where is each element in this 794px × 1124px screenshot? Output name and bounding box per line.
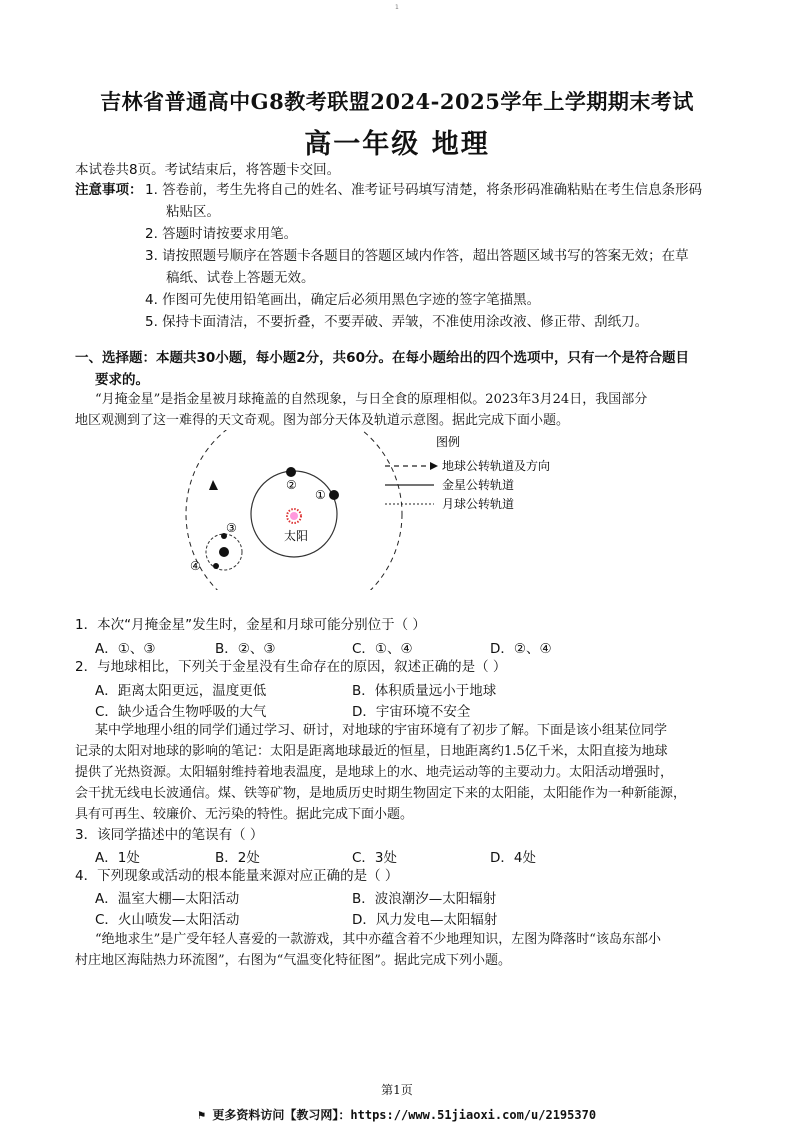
passage2-line: 提供了光热资源。太阳辐射维持着地表温度，是地球上的水、地壳运动等的主要动力。太阳活动增强时， — [75, 765, 674, 780]
q3-option: C．3处 — [352, 850, 398, 866]
q4-option: A．温室大棚—太阳活动 — [95, 891, 240, 907]
exam-title: 吉林省普通高中G8教考联盟2024-2025学年上学期期末考试 — [100, 89, 694, 114]
q2-option: D．宇宙环境不安全 — [352, 704, 471, 720]
footer-link[interactable] — [0, 1106, 794, 1123]
passage2-line: 会干扰无线电长波通信。煤、铁等矿物，是地质历史时期生物固定下来的太阳能，太阳能作为一种新能源， — [75, 786, 687, 801]
q2-option: C．缺少适合生物呼吸的大气 — [95, 704, 267, 720]
marker-4: ④ — [190, 559, 201, 573]
orbit-figure — [180, 430, 580, 590]
section-heading-cont: 要求的。 — [95, 372, 149, 388]
q3-option: B．2处 — [215, 850, 260, 866]
earth-icon — [219, 547, 229, 557]
passage2-line: 记录的太阳对地球的影响的笔记：太阳是距离地球最近的恒星，日地距离约1.5亿千米，太阳直接为地球 — [75, 744, 668, 759]
page-marker: 1 — [395, 4, 399, 11]
legend-title: 图例 — [436, 435, 461, 449]
sun-label: 太阳 — [284, 529, 309, 543]
q3-stem: 3．该同学描述中的笔误有（ ） — [75, 827, 264, 843]
legend-moon-orbit: 月球公转轨道 — [442, 497, 515, 511]
moon-position-4 — [213, 563, 219, 569]
passage3-line: 村庄地区海陆热力环流图”，右图为“气温变化特征图”。据此完成下列小题。 — [75, 953, 511, 968]
q2-option: B．体积质量远小于地球 — [352, 683, 497, 699]
q1-option: A．①、③ — [95, 641, 156, 657]
note-item: 粘贴区。 — [166, 204, 220, 220]
section-heading: 一、选择题：本题共30小题，每小题2分，共60分。在每小题给出的四个选项中，只有一个是符合题目 — [75, 350, 689, 366]
note-item: 4. 作图可先使用铅笔画出，确定后必须用黑色字迹的签字笔描黑。 — [145, 292, 541, 308]
q4-stem: 4．下列现象或活动的根本能量来源对应正确的是（ ） — [75, 868, 399, 884]
q1-option: D．②、④ — [490, 641, 552, 657]
q1-option: B．②、③ — [215, 641, 276, 657]
q3-option: A．1处 — [95, 850, 140, 866]
q2-stem: 2．与地球相比，下列关于金星没有生命存在的原因，叙述正确的是（ ） — [75, 659, 507, 675]
q1-option: C．①、④ — [352, 641, 413, 657]
marker-3: ③ — [226, 521, 237, 535]
legend-venus-orbit: 金星公转轨道 — [442, 478, 515, 492]
q2-option: A．距离太阳更远，温度更低 — [95, 683, 267, 699]
q4-option: C．火山喷发—太阳活动 — [95, 912, 240, 928]
notes-label: 注意事项： — [75, 182, 143, 198]
intro-text: 本试卷共8页。考试结束后，将答题卡交回。 — [75, 162, 341, 178]
passage2-line: 某中学地理小组的同学们通过学习、研讨，对地球的宇宙环境有了初步了解。下面是该小组某位同学 — [95, 723, 668, 738]
orbit-direction-arrow — [209, 480, 218, 490]
q4-option: B．波浪潮汐—太阳辐射 — [352, 891, 497, 907]
venus-position-2 — [286, 467, 296, 477]
q4-option: D．风力发电—太阳辐射 — [352, 912, 498, 928]
note-item: 5. 保持卡面清洁，不要折叠，不要弄破、弄皱，不准使用涂改液、修正带、刮纸刀。 — [145, 314, 649, 330]
passage1-line: “月掩金星”是指金星被月球掩盖的自然现象，与日全食的原理相似。2023年3月24日，我国部分 — [95, 392, 648, 407]
passage2-line: 具有可再生、较廉价、无污染的特性。据此完成下面小题。 — [75, 807, 414, 822]
flag-icon: ⚑ — [197, 1108, 213, 1122]
footer-link-text: 更多资料访问【教习网】：https://www.51jiaoxi.com/u/2195370 — [212, 1108, 597, 1122]
q3-option: D．4处 — [490, 850, 536, 866]
q1-stem: 1．本次“月掩金星”发生时，金星和月球可能分别位于（ ） — [75, 617, 426, 633]
marker-1: ① — [315, 488, 326, 502]
legend-earth-orbit: 地球公转轨道及方向 — [442, 459, 551, 473]
marker-2: ② — [286, 478, 297, 492]
passage3-line: “绝地求生”是广受年轻人喜爱的一款游戏，其中亦蕴含着不少地理知识，左图为降落时“该岛东部小 — [95, 932, 661, 947]
passage1-line: 地区观测到了这一难得的天文奇观。图为部分天体及轨道示意图。据此完成下面小题。 — [75, 413, 570, 428]
page-number: 第1页 — [381, 1083, 413, 1097]
venus-position-1 — [329, 490, 339, 500]
note-item: 2. 答题时请按要求用笔。 — [145, 226, 298, 242]
note-item: 3. 请按照题号顺序在答题卡各题目的答题区域内作答，超出答题区域书写的答案无效；在草 — [145, 248, 689, 264]
exam-subtitle: 高一年级 地理 — [304, 129, 490, 160]
note-item: 1. 答卷前，考生先将自己的姓名、准考证号码填写清楚，将条形码准确粘贴在考生信息条形码 — [145, 182, 703, 198]
note-item: 稿纸、试卷上答题无效。 — [166, 270, 315, 286]
